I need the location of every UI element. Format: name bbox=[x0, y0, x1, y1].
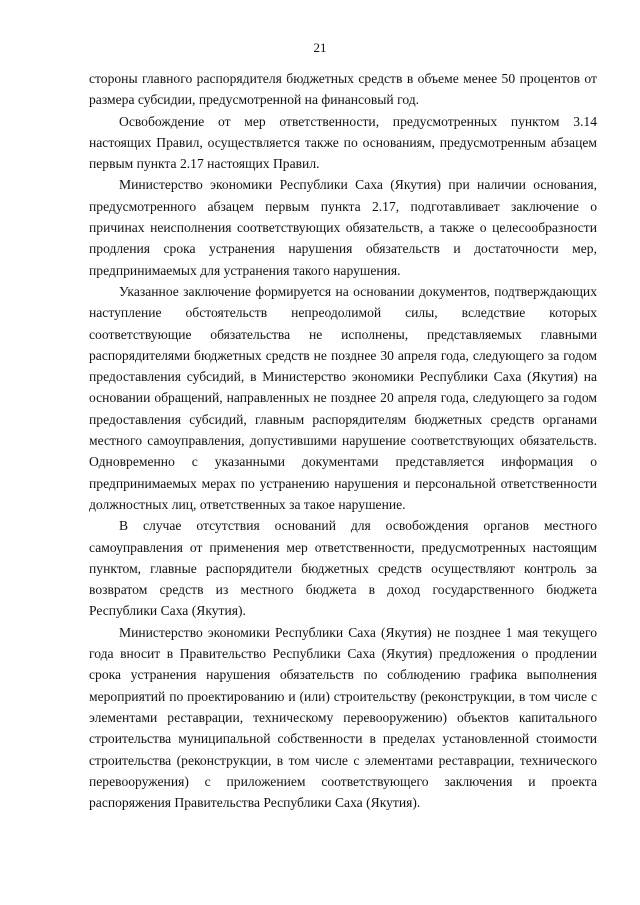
paragraph-refund-control: В случае отсутствия оснований для освобождения органов местного самоуправления от применения мер ответственности, предусмотренных настоящим пунктом, главные распорядители бюджетных средств осуществляют контроль за возвратом средств из местного бюджета в доход государственного бюджета Республики Саха (Якутия). bbox=[89, 518, 597, 619]
paragraph-conclusion-documents: Указанное заключение формируется на основании документов, подтверждающих наступление обстоятельств непреодолимой силы, вследствие которых соответствующие обязательства не исполнены, представляемых главными распорядителями бюджетных средств не позднее 30 апреля года, следующего за годом предоставления субсидий, в Министерство экономики Республики Саха (Якутия) на основании обращений, направленных не позднее 20 апреля года, следующего за годом предоставления субсидий, главным распорядителям бюджетных средств органами местного самоуправления, допустившими нарушение соответствующих обязательств. Одновременно с указанными документами представляется информация о предпринимаемых мерах по устранению нарушения и персональной ответственности должностных лиц, ответственных за такое нарушение. bbox=[89, 283, 597, 512]
paragraph-extension-proposal: Министерство экономики Республики Саха (Якутия) не позднее 1 мая текущего года вносит в Правительство Республики Саха (Якутия) предложения о продлении срока устранения нарушения обязательств по соблюдению графика выполнения мероприятий по проектированию и (или) строительству (реконструкции, в том числе с элементами реставрации, техническому перевооружению) объектов капитального строительства муниципальной собственности в пределах установленной стоимости строительства (реконструкции, в том числе с элементами реставрации, технического перевооружения) с приложением соответствующего заключения и проекта распоряжения Правительства Республики Саха (Якутия). bbox=[89, 624, 597, 811]
paragraph-exemption-grounds: Освобождение от мер ответственности, предусмотренных пунктом 3.14 настоящих Правил, осуществляется также по основаниям, предусмотренным абзацем первым пункта 2.17 настоящих Правил. bbox=[89, 113, 597, 172]
paragraph-ministry-conclusion: Министерство экономики Республики Саха (Якутия) при наличии основания, предусмотренного абзацем первым пункта 2.17, подготавливает заключение о причинах неисполнения соответствующих обязательств, а также о целесообразности продления срока устранения нарушения обязательств и достаточности мер, предпринимаемых для устранения такого нарушения. bbox=[89, 177, 597, 278]
page-number: 21 bbox=[313, 40, 327, 55]
paragraph-continuation: стороны главного распорядителя бюджетных средств в объеме менее 50 процентов от размера субсидии, предусмотренной на финансовый год. bbox=[89, 71, 597, 108]
document-body bbox=[89, 68, 597, 813]
